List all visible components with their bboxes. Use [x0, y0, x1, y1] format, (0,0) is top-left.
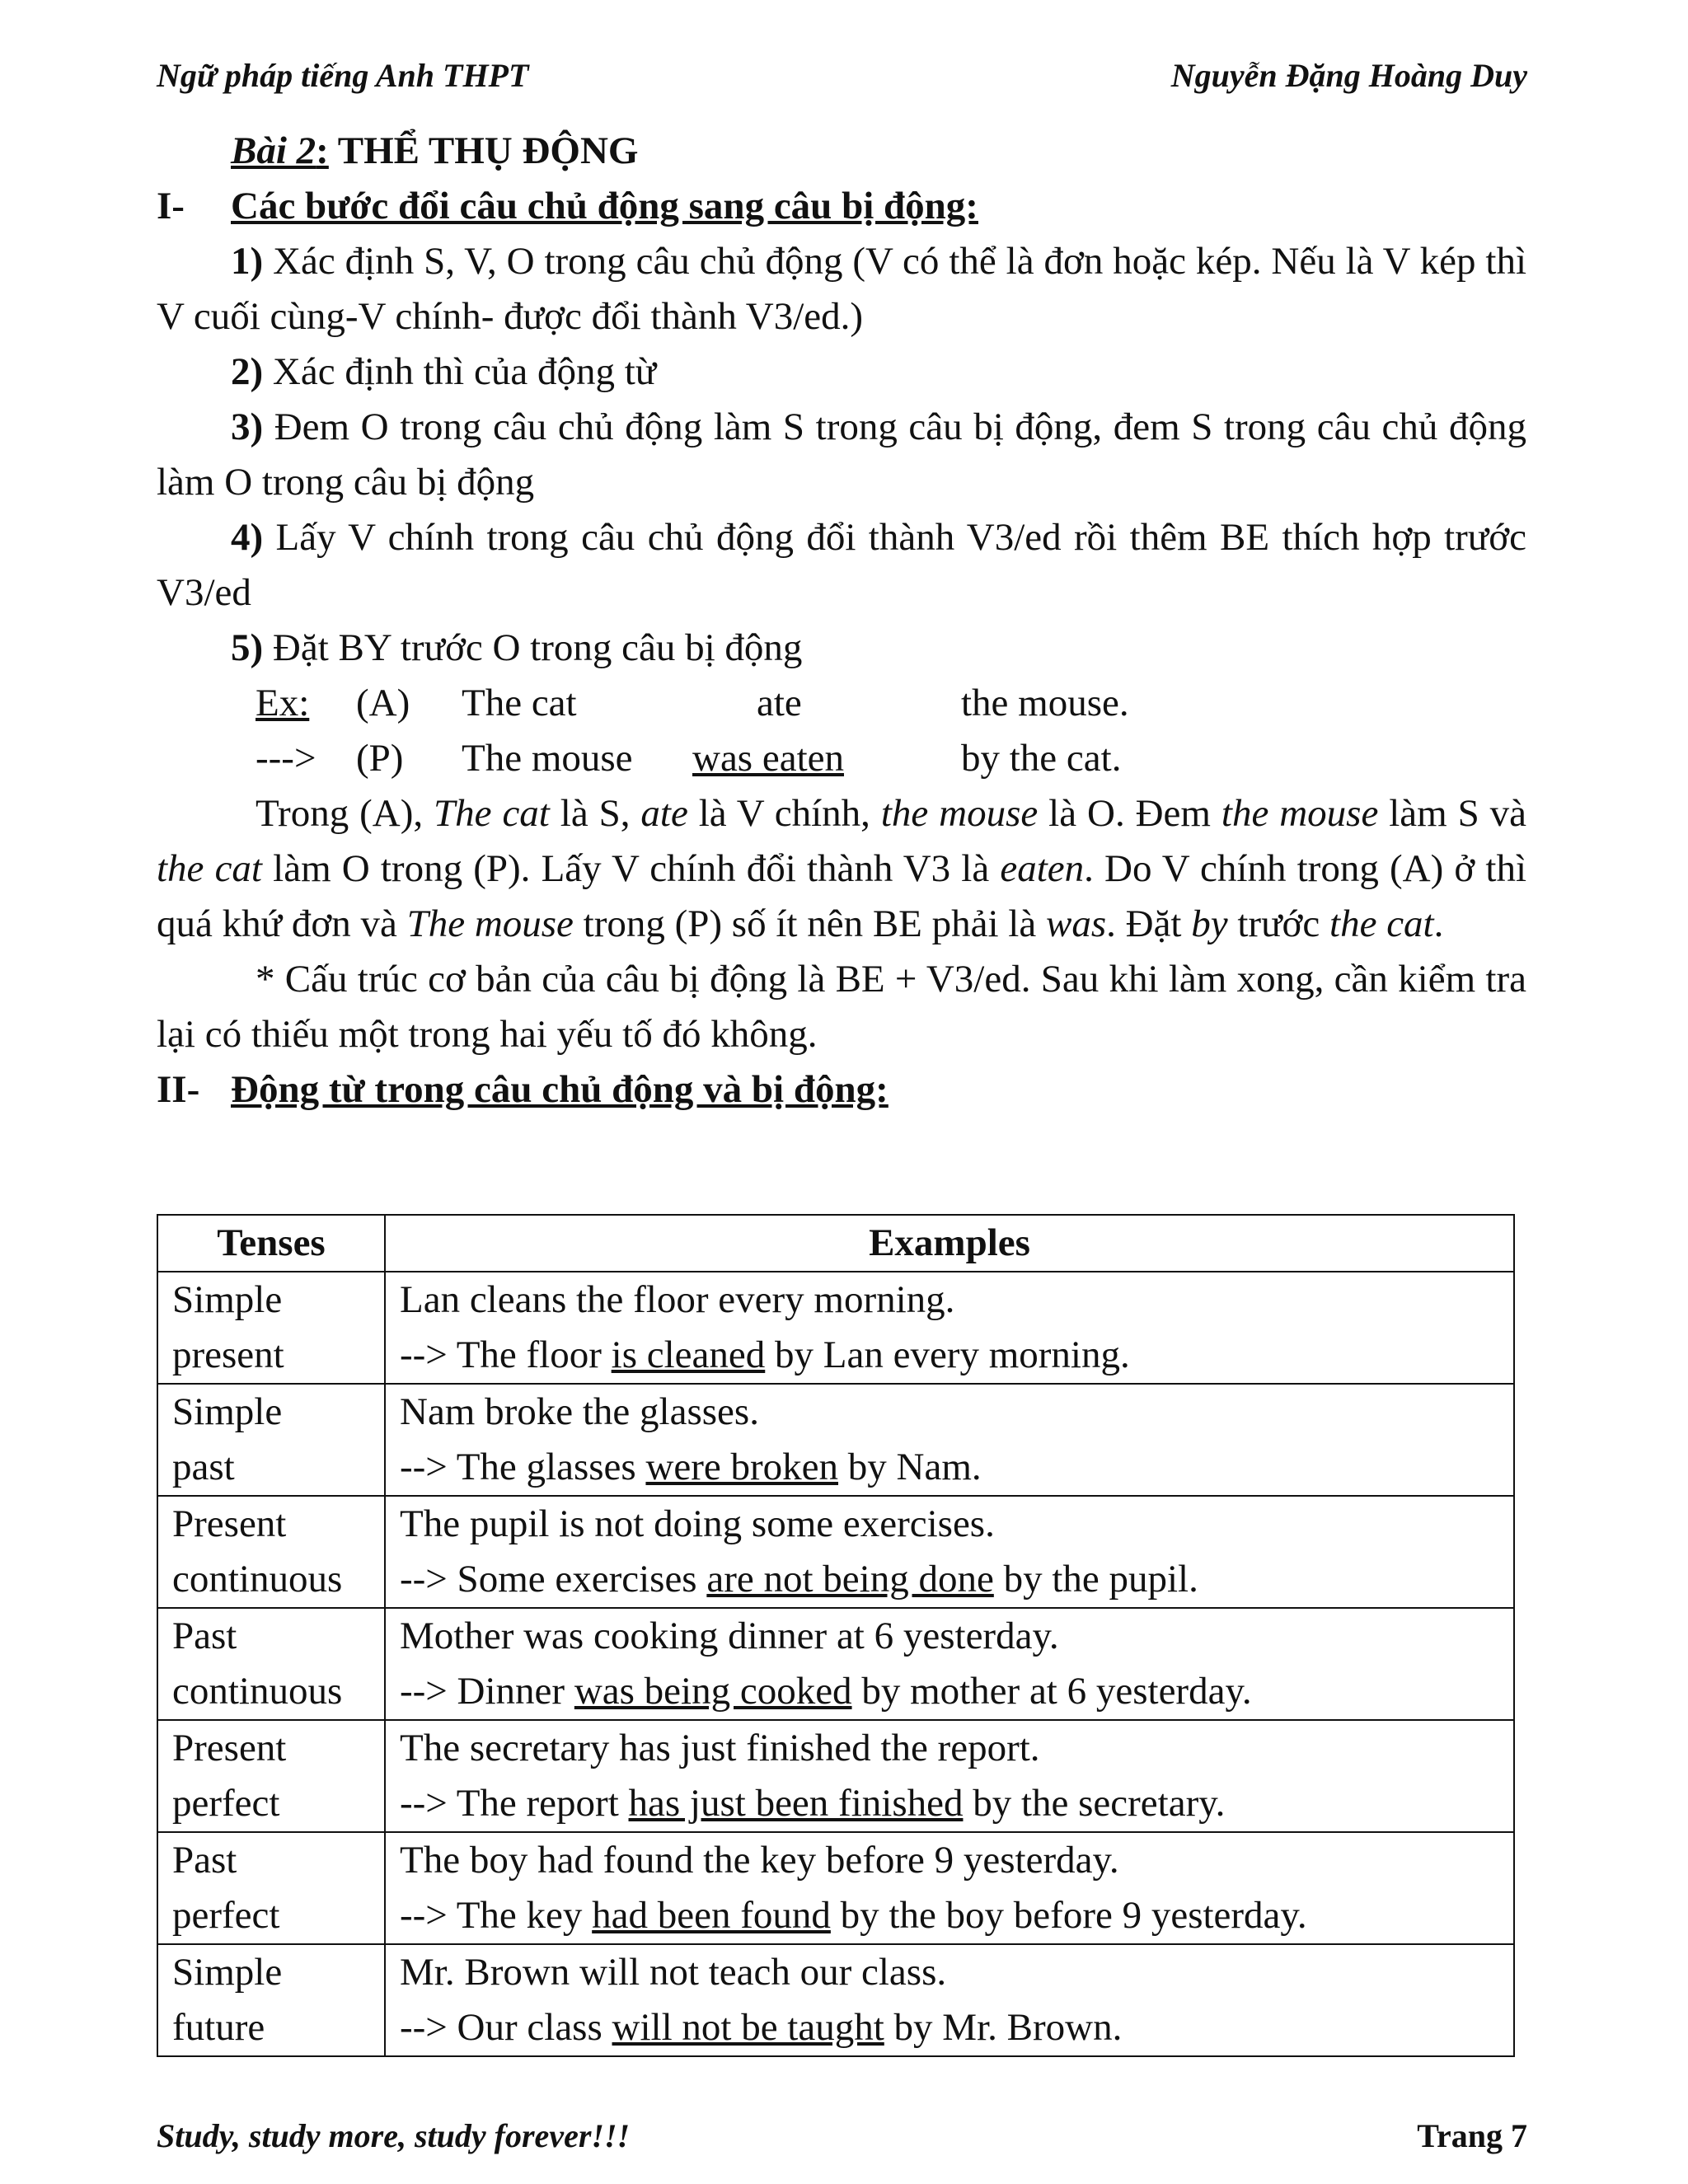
passive-prefix: --> The glasses — [400, 1446, 646, 1488]
table-row — [157, 1832, 1514, 1944]
explanation-text: là O. Đem — [1038, 792, 1221, 835]
passive-suffix: by Nam. — [838, 1446, 982, 1488]
column-header-examples: Examples — [385, 1215, 1514, 1272]
tenses-table — [157, 1214, 1515, 2057]
explanation-text: làm S và — [1378, 792, 1527, 835]
tense-name-line1: Simple — [172, 1390, 283, 1433]
italic-term: The mouse — [406, 902, 574, 945]
passive-suffix: by mother at 6 yesterday. — [851, 1670, 1252, 1713]
passive-sentence — [400, 1552, 1502, 1607]
active-sentence: Lan cleans the floor every morning. — [400, 1278, 955, 1321]
header-right: Nguyễn Đặng Hoàng Duy — [1170, 57, 1527, 94]
tense-name-line1: Simple — [172, 1278, 283, 1321]
italic-term: the mouse — [1221, 792, 1379, 835]
step-5 — [157, 621, 1526, 676]
example-cell — [385, 1608, 1514, 1720]
passive-suffix: by the boy before 9 yesterday. — [830, 1894, 1307, 1937]
tense-name-line2: present — [172, 1333, 284, 1376]
step-text: Xác định S, V, O trong câu chủ động (V có thể là đơn hoặc kép. Nếu là V kép thì V cuối cùng-V chính- được đổi thành V3/ed.) — [157, 240, 1526, 338]
page-number: Trang 7 — [1417, 2117, 1527, 2154]
tense-name-line2: future — [172, 2006, 265, 2049]
example-cell — [385, 1720, 1514, 1832]
passive-verb: has just been finished — [628, 1782, 964, 1825]
passive-prefix: --> The key — [400, 1894, 593, 1937]
table-row — [157, 1384, 1514, 1496]
example-object: by the cat. — [961, 737, 1122, 780]
section-1-number: I- — [157, 185, 185, 227]
passive-verb: was being cooked — [574, 1670, 852, 1713]
example-active — [157, 676, 1526, 731]
passive-sentence — [400, 1328, 1502, 1383]
example-tag: (P) — [356, 737, 404, 780]
tense-name-line1: Simple — [172, 1951, 283, 1994]
active-sentence: The pupil is not doing some exercises. — [400, 1502, 995, 1545]
table-row — [157, 1496, 1514, 1608]
tense-cell — [157, 1720, 385, 1832]
footer-motto: Study, study more, study forever!!! — [157, 2117, 631, 2154]
tense-name-line1: Present — [172, 1502, 287, 1545]
step-1 — [157, 234, 1526, 344]
passive-suffix: by Lan every morning. — [765, 1333, 1130, 1376]
explanation-text: trước — [1227, 902, 1330, 945]
table-header-row — [157, 1215, 1514, 1272]
explanation-text: là S, — [549, 792, 641, 835]
active-sentence: The secretary has just finished the report. — [400, 1727, 1040, 1769]
tense-name-line1: Present — [172, 1727, 287, 1769]
section-1-title: Các bước đổi câu chủ động sang câu bị động: — [231, 185, 978, 227]
example-label: Ex: — [256, 682, 310, 724]
step-number: 4) — [231, 516, 264, 559]
passive-sentence — [400, 1664, 1502, 1719]
column-header-tenses: Tenses — [157, 1215, 385, 1272]
page-title — [157, 124, 1526, 179]
passive-suffix: by Mr. Brown. — [884, 2006, 1123, 2049]
passive-verb: were broken — [645, 1446, 839, 1488]
example-cell — [385, 1944, 1514, 2056]
tense-name-line2: perfect — [172, 1782, 280, 1825]
tense-name-line1: Past — [172, 1839, 237, 1882]
tense-name-line2: past — [172, 1446, 235, 1488]
active-sentence: The boy had found the key before 9 yesterday. — [400, 1839, 1119, 1882]
example-verb-text: was eaten — [692, 737, 844, 780]
title-text: THỂ THỤ ĐỘNG — [328, 129, 639, 172]
section-1-heading — [157, 179, 1526, 234]
tense-name-line2: continuous — [172, 1670, 343, 1713]
example-subject: The cat — [462, 682, 577, 724]
step-number: 2) — [231, 350, 264, 393]
passive-suffix: by the pupil. — [993, 1558, 1198, 1601]
structure-note: * Cấu trúc cơ bản của câu bị động là BE + V3/ed. Sau khi làm xong, cần kiểm tra lại có thiếu một trong hai yếu tố đó không. — [157, 958, 1526, 1056]
table-row — [157, 1720, 1514, 1832]
example-arrow: ---> — [256, 737, 316, 780]
active-sentence: Nam broke the glasses. — [400, 1390, 759, 1433]
italic-term: the cat — [1329, 902, 1434, 945]
explanation-text: . Do V chính trong (A) ở thì quá khứ đơn và — [157, 847, 1527, 945]
passive-prefix: --> The floor — [400, 1333, 612, 1376]
example-cell — [385, 1272, 1514, 1384]
italic-term: ate — [640, 792, 688, 835]
passive-verb: is cleaned — [611, 1333, 766, 1376]
tense-cell — [157, 1384, 385, 1496]
passive-sentence — [400, 1888, 1502, 1943]
italic-term: by — [1191, 902, 1228, 945]
passive-verb: will not be taught — [612, 2006, 884, 2049]
passive-suffix: by the secretary. — [963, 1782, 1226, 1825]
step-text: Đem O trong câu chủ động làm S trong câu bị động, đem S trong câu chủ động làm O trong câu bị động — [157, 405, 1526, 504]
italic-term: the mouse — [880, 792, 1039, 835]
tense-cell — [157, 1272, 385, 1384]
passive-prefix: --> Some exercises — [400, 1558, 707, 1601]
explanation-text: . — [1433, 902, 1444, 945]
example-object: the mouse. — [961, 682, 1129, 724]
step-text: Đặt BY trước O trong câu bị động — [263, 626, 803, 669]
passive-verb: are not being done — [706, 1558, 994, 1601]
step-text: Lấy V chính trong câu chủ động đổi thành V3/ed rồi thêm BE thích hợp trước V3/ed — [157, 516, 1526, 614]
passive-sentence — [400, 2000, 1502, 2055]
tense-name-line2: continuous — [172, 1558, 343, 1601]
example-verb: ate — [757, 682, 802, 724]
section-2-heading — [157, 1062, 1526, 1118]
tense-cell — [157, 1944, 385, 2056]
passive-sentence — [400, 1776, 1502, 1831]
document-body — [157, 124, 1526, 1118]
tense-name-line1: Past — [172, 1615, 237, 1657]
header-left: Ngữ pháp tiếng Anh THPT — [157, 57, 529, 94]
example-cell — [385, 1384, 1514, 1496]
explanation-text: là V chính, — [687, 792, 881, 835]
explanation-text: . Đặt — [1106, 902, 1192, 945]
step-2 — [157, 344, 1526, 400]
passive-prefix: --> Our class — [400, 2006, 612, 2049]
example-cell — [385, 1832, 1514, 1944]
table-row — [157, 1608, 1514, 1720]
title-colon: : — [316, 129, 329, 172]
passive-verb: had been found — [592, 1894, 831, 1937]
active-sentence: Mr. Brown will not teach our class. — [400, 1951, 947, 1994]
tense-cell — [157, 1496, 385, 1608]
explanation-text: làm O trong (P). Lấy V chính đổi thành V3 là — [262, 847, 1001, 890]
explanation-text: trong (P) số ít nên BE phải là — [573, 902, 1046, 945]
section-2-title: Động từ trong câu chủ động và bị động: — [231, 1068, 889, 1111]
lesson-label: Bài 2 — [231, 129, 316, 172]
example-explanation — [157, 786, 1526, 952]
italic-term: was — [1045, 902, 1107, 945]
step-4 — [157, 510, 1526, 621]
step-number: 3) — [231, 405, 264, 448]
example-passive — [157, 731, 1526, 786]
passive-prefix: --> The report — [400, 1782, 629, 1825]
tense-cell — [157, 1832, 385, 1944]
example-tag: (A) — [356, 682, 410, 724]
table-body — [157, 1272, 1514, 2056]
example-verb — [692, 731, 961, 786]
passive-sentence — [400, 1440, 1502, 1495]
table-row — [157, 1272, 1514, 1384]
italic-term: the cat — [157, 847, 262, 890]
explanation-text: Trong (A), — [256, 792, 434, 835]
active-sentence: Mother was cooking dinner at 6 yesterday. — [400, 1615, 1059, 1657]
step-number: 1) — [231, 240, 264, 283]
step-3 — [157, 400, 1526, 510]
example-subject: The mouse — [462, 737, 633, 780]
passive-prefix: --> Dinner — [400, 1670, 574, 1713]
table-row — [157, 1944, 1514, 2056]
italic-term: The cat — [434, 792, 550, 835]
italic-term: eaten — [1000, 847, 1085, 890]
tense-name-line2: perfect — [172, 1894, 280, 1937]
step-number: 5) — [231, 626, 264, 669]
section-2-number: II- — [157, 1068, 200, 1111]
step-text: Xác định thì của động từ — [263, 350, 657, 393]
example-cell — [385, 1496, 1514, 1608]
tense-cell — [157, 1608, 385, 1720]
